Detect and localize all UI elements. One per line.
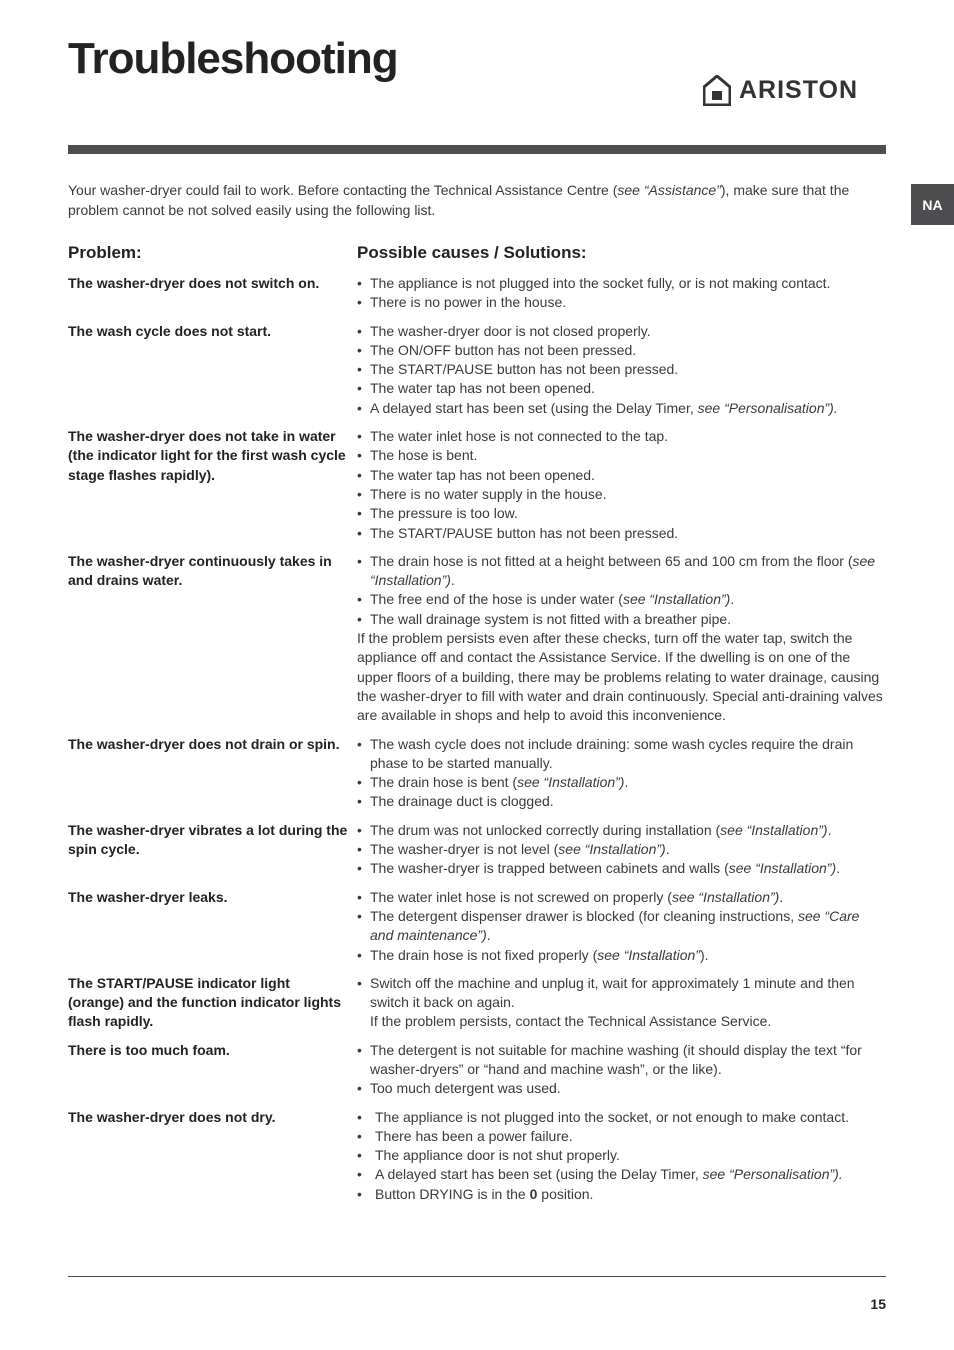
solution-text: The drum was not unlocked correctly during installation ( bbox=[370, 821, 721, 838]
solutions-cell bbox=[357, 1041, 886, 1099]
solution-reference: see “Installation”) bbox=[671, 888, 780, 905]
solution-text: The START/PAUSE button has not been pressed. bbox=[370, 361, 679, 378]
solution-text: The washer-dryer is not level ( bbox=[370, 841, 559, 858]
solution-reference: see “Installation” bbox=[597, 946, 700, 963]
table-row bbox=[68, 1108, 886, 1204]
solution-reference: see “Personalisation”). bbox=[702, 1166, 843, 1183]
solution-item bbox=[357, 840, 886, 859]
solution-text: The drain hose is not fixed properly ( bbox=[370, 946, 598, 963]
solution-tail: . bbox=[624, 774, 629, 791]
solution-item bbox=[357, 735, 886, 774]
solution-tail: . bbox=[827, 821, 832, 838]
solution-reference: see “Installation”) bbox=[370, 552, 876, 589]
solution-note: If the problem persists even after these checks, turn off the water tap, switch the appliance off and contact the Assistance Service. If the dwelling is on one of the upper floors of a building, there may be problems relating to water drainage, causing the washer-dryer to fill with water and drain continuously. Special anti-draining valves are available in shops and help to avoid this inconvenience. bbox=[357, 630, 883, 724]
intro-reference: see “Assistance” bbox=[617, 182, 721, 198]
solutions-list bbox=[357, 322, 886, 418]
table-row bbox=[68, 888, 886, 965]
intro-paragraph bbox=[68, 180, 880, 220]
solution-text: The detergent is not suitable for machine washing (it should display the text “for washer-dryers” or “hand and machine wash”, or the like). bbox=[370, 1041, 862, 1077]
solution-item bbox=[357, 1146, 886, 1165]
solutions-list bbox=[357, 427, 886, 543]
intro-text-start: Your washer-dryer could fail to work. Before contacting the Technical Assistance Centre ( bbox=[68, 182, 618, 198]
solution-text: The washer-dryer door is not closed properly. bbox=[370, 322, 651, 339]
solutions-list bbox=[357, 974, 886, 1013]
solution-item bbox=[357, 552, 886, 591]
intro-text-end: ), make sure that the problem cannot be not solved easily using the following list. bbox=[68, 182, 850, 218]
solutions-list bbox=[357, 888, 886, 965]
solutions-list bbox=[357, 552, 886, 629]
solution-item bbox=[357, 610, 886, 629]
solution-text: The drainage duct is clogged. bbox=[370, 793, 554, 810]
table-row bbox=[68, 821, 886, 879]
troubleshooting-table bbox=[68, 274, 886, 1204]
solution-text: The appliance door is not shut properly. bbox=[375, 1147, 620, 1164]
solutions-list bbox=[357, 274, 886, 313]
solution-item bbox=[357, 773, 886, 792]
solution-text: The ON/OFF button has not been pressed. bbox=[370, 341, 637, 358]
solution-item bbox=[357, 1165, 886, 1184]
solution-item bbox=[357, 888, 886, 907]
solution-text: The water tap has not been opened. bbox=[370, 466, 595, 483]
solution-text: The detergent dispenser drawer is blocked (for cleaning instructions, bbox=[370, 907, 798, 924]
brand-logo bbox=[703, 74, 887, 106]
solution-tail: . bbox=[730, 591, 735, 608]
header-divider bbox=[68, 145, 886, 154]
solution-text: The wall drainage system is not fitted with a breather pipe. bbox=[370, 610, 732, 627]
solution-note: If the problem persists, contact the Technical Assistance Service. bbox=[370, 1013, 772, 1030]
solution-text: The START/PAUSE button has not been pressed. bbox=[370, 524, 679, 541]
position-value: 0 bbox=[529, 1185, 538, 1202]
solution-reference: see “Installation”) bbox=[728, 860, 837, 877]
problem-text: The washer-dryer continuously takes in and drains water. bbox=[68, 552, 332, 589]
solution-text: The appliance is not plugged into the socket fully, or is not making contact. bbox=[370, 275, 831, 291]
solutions-list bbox=[357, 1041, 886, 1099]
solution-item bbox=[357, 946, 886, 965]
solution-item bbox=[357, 399, 886, 418]
page-number: 15 bbox=[870, 1296, 886, 1312]
table-row bbox=[68, 274, 886, 313]
solution-text: The free end of the hose is under water ( bbox=[370, 591, 623, 608]
solution-item bbox=[357, 524, 886, 543]
problem-column-heading: Problem: bbox=[68, 243, 142, 262]
solution-item bbox=[357, 360, 886, 379]
problem-text: The START/PAUSE indicator light (orange) and the function indicator lights flash rapidly. bbox=[68, 974, 341, 1030]
solution-text: The wash cycle does not include draining: some wash cycles require the drain phase to be started manually. bbox=[370, 735, 854, 771]
problem-text: The wash cycle does not start. bbox=[68, 322, 272, 339]
solution-item bbox=[357, 907, 886, 946]
solution-reference: see “Installation”) bbox=[720, 821, 828, 838]
solution-text: The drain hose is not fitted at a height between 65 and 100 cm from the floor ( bbox=[370, 552, 853, 569]
solution-item bbox=[357, 859, 886, 878]
solution-reference: see “Installation”) bbox=[517, 774, 625, 791]
problem-text: The washer-dryer does not drain or spin. bbox=[68, 735, 340, 752]
solutions-cell bbox=[357, 1108, 886, 1204]
solution-tail: position. bbox=[537, 1185, 594, 1202]
solution-item bbox=[357, 274, 886, 293]
solution-tail: . bbox=[450, 572, 455, 589]
problem-text: There is too much foam. bbox=[68, 1041, 230, 1058]
solution-item bbox=[357, 427, 886, 446]
solution-item bbox=[357, 974, 886, 1013]
table-row bbox=[68, 974, 886, 1032]
table-row bbox=[68, 552, 886, 726]
solution-text: There is no power in the house. bbox=[370, 294, 567, 311]
solutions-cell bbox=[357, 974, 886, 1032]
solution-item bbox=[357, 485, 886, 504]
solution-item bbox=[357, 1079, 886, 1098]
solution-text: The drain hose is bent ( bbox=[370, 774, 518, 791]
solution-tail: . bbox=[486, 927, 491, 944]
problem-text: The washer-dryer does not take in water (the indicator light for the first wash cycle stage flashes rapidly). bbox=[68, 428, 346, 483]
solution-item bbox=[357, 379, 886, 398]
problem-text: The washer-dryer leaks. bbox=[68, 888, 228, 905]
house-logo-icon bbox=[703, 75, 731, 106]
solution-text: A delayed start has been set (using the Delay Timer, bbox=[370, 399, 698, 416]
solution-item bbox=[357, 504, 886, 523]
solution-item bbox=[357, 446, 886, 465]
solution-item bbox=[357, 1127, 886, 1146]
problem-text: The washer-dryer does not switch on. bbox=[68, 275, 320, 291]
solution-item bbox=[357, 293, 886, 312]
solution-item bbox=[357, 590, 886, 609]
solution-text: The pressure is too low. bbox=[370, 505, 518, 522]
solutions-cell bbox=[357, 888, 886, 965]
solutions-cell bbox=[357, 552, 886, 726]
solutions-cell bbox=[357, 274, 886, 313]
solution-text: Too much detergent was used. bbox=[370, 1080, 561, 1097]
footer-divider bbox=[68, 1276, 886, 1277]
solution-reference: see “Installation”) bbox=[558, 841, 666, 858]
solution-item bbox=[357, 1108, 886, 1127]
solution-text: There is no water supply in the house. bbox=[370, 485, 607, 502]
page-title: Troubleshooting bbox=[68, 34, 398, 83]
table-row bbox=[68, 1041, 886, 1099]
table-row bbox=[68, 427, 886, 543]
problem-text: The washer-dryer does not dry. bbox=[68, 1108, 276, 1125]
solution-tail: ). bbox=[699, 946, 709, 963]
solution-item bbox=[357, 466, 886, 485]
solution-item bbox=[357, 341, 886, 360]
language-badge: NA bbox=[911, 184, 954, 225]
solution-item bbox=[357, 792, 886, 811]
solution-tail: . bbox=[779, 888, 784, 905]
problem-text: The washer-dryer vibrates a lot during the spin cycle. bbox=[68, 821, 348, 858]
solution-text: The water inlet hose is not screwed on properly ( bbox=[370, 888, 672, 905]
solutions-cell bbox=[357, 821, 886, 879]
solution-item bbox=[357, 821, 886, 840]
solution-reference: see “Installation”) bbox=[622, 591, 731, 608]
solution-item bbox=[357, 1041, 886, 1080]
solutions-list bbox=[357, 1108, 886, 1204]
solution-item bbox=[357, 1185, 886, 1204]
solution-text: The washer-dryer is trapped between cabinets and walls ( bbox=[370, 860, 729, 877]
solutions-cell bbox=[357, 427, 886, 543]
solution-text: Button DRYING is in the bbox=[375, 1185, 530, 1202]
table-row bbox=[68, 735, 886, 812]
solution-text: The water inlet hose is not connected to the tap. bbox=[370, 428, 669, 445]
solution-text: A delayed start has been set (using the Delay Timer, bbox=[375, 1166, 703, 1183]
brand-name: ARISTON bbox=[739, 76, 859, 104]
solution-item bbox=[357, 322, 886, 341]
solution-text: The appliance is not plugged into the socket, or not enough to make contact. bbox=[375, 1108, 849, 1125]
causes-column-heading: Possible causes / Solutions: bbox=[357, 243, 587, 262]
solution-text: There has been a power failure. bbox=[375, 1127, 573, 1144]
solution-reference: see “Care and maintenance”) bbox=[370, 907, 860, 944]
solution-text: The water tap has not been opened. bbox=[370, 380, 595, 397]
solutions-cell bbox=[357, 735, 886, 812]
solution-text: The hose is bent. bbox=[370, 447, 478, 464]
solution-tail: . bbox=[836, 860, 841, 877]
solution-tail: . bbox=[665, 841, 670, 858]
solution-reference: see “Personalisation”). bbox=[697, 399, 838, 416]
table-row bbox=[68, 322, 886, 418]
solution-text: Switch off the machine and unplug it, wait for approximately 1 minute and then switch it back on again. bbox=[370, 974, 855, 1011]
solutions-list bbox=[357, 735, 886, 812]
solutions-cell bbox=[357, 322, 886, 418]
solutions-list bbox=[357, 821, 886, 879]
